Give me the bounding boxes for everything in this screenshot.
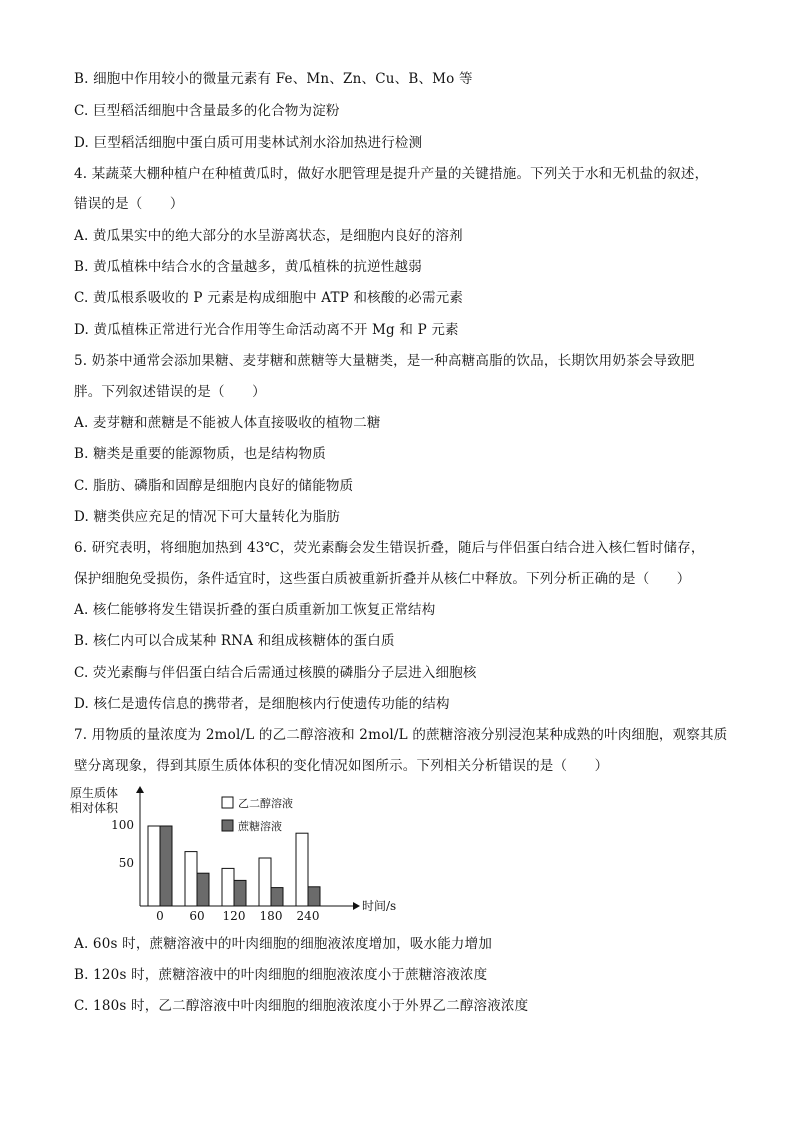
x-axis-arrow [353, 902, 360, 910]
text-line: C. 荧光素酶与伴侣蛋白结合后需通过核膜的磷脂分子层进入细胞核 [74, 665, 477, 681]
bar-sucrose-0 [160, 826, 172, 906]
text-line: B. 细胞中作用较小的微量元素有 Fe、Mn、Zn、Cu、B、Mo 等 [74, 71, 473, 87]
y-tick-label: 50 [118, 856, 134, 870]
protoplast-volume-chart [66, 784, 397, 924]
y-tick-label: 100 [111, 818, 134, 832]
bar-sucrose-60 [197, 873, 209, 906]
bar-ethylene-glycol-180 [259, 858, 271, 906]
text-line: A. 核仁能够将发生错误折叠的蛋白质重新加工恢复正常结构 [74, 602, 436, 618]
text-line: 7. 用物质的量浓度为 2mol/L 的乙二醇溶液和 2mol/L 的蔗糖溶液分别浸泡某种成熟的叶肉细胞，观察其质 [74, 727, 728, 743]
text-line: 6. 研究表明，将细胞加热到 43℃，荧光素酶会发生错误折叠，随后与伴侣蛋白结合进入核仁暂时储存， [74, 540, 705, 556]
text-line: 错误的是（ ） [74, 196, 184, 212]
y-axis-label: 相对体积 [70, 801, 119, 815]
bar-ethylene-glycol-120 [222, 868, 234, 906]
text-line: C. 脂肪、磷脂和固醇是细胞内良好的储能物质 [74, 478, 354, 494]
text-line: 4. 某蔬菜大棚种植户在种植黄瓜时，做好水肥管理是提升产量的关键措施。下列关于水和无机盐的叙述， [74, 166, 709, 182]
bar-ethylene-glycol-60 [185, 852, 197, 906]
legend-swatch-sucrose [222, 820, 233, 831]
text-line: D. 黄瓜植株正常进行光合作用等生命活动离不开 Mg 和 P 元素 [74, 322, 459, 338]
text-line: D. 巨型稻活细胞中蛋白质可用斐林试剂水浴加热进行检测 [74, 135, 423, 151]
legend-label: 乙二醇溶液 [238, 797, 293, 810]
x-tick-label: 0 [156, 909, 164, 923]
text-line: D. 糖类供应充足的情况下可大量转化为脂肪 [74, 509, 341, 525]
x-tick-label: 120 [222, 909, 246, 923]
text-line: B. 糖类是重要的能源物质，也是结构物质 [74, 446, 327, 462]
x-axis-label: 时间/s [362, 899, 397, 913]
text-line: C. 180s 时，乙二醇溶液中叶肉细胞的细胞液浓度小于外界乙二醇溶液浓度 [74, 998, 529, 1014]
x-tick-label: 240 [296, 909, 320, 923]
text-line: C. 黄瓜根系吸收的 P 元素是构成细胞中 ATP 和核酸的必需元素 [74, 290, 464, 306]
text-line: A. 60s 时，蔗糖溶液中的叶肉细胞的细胞液浓度增加，吸水能力增加 [74, 936, 493, 952]
bar-sucrose-180 [271, 888, 283, 906]
x-tick-label: 60 [189, 909, 205, 923]
bar-ethylene-glycol-240 [296, 833, 308, 906]
text-line: 胖。下列叙述错误的是（ ） [74, 384, 266, 400]
text-line: B. 核仁内可以合成某种 RNA 和组成核糖体的蛋白质 [74, 633, 395, 649]
bar-sucrose-240 [308, 887, 320, 906]
text-line: C. 巨型稻活细胞中含量最多的化合物为淀粉 [74, 103, 340, 119]
y-axis-label: 原生质体 [70, 786, 119, 800]
bar-sucrose-120 [234, 880, 246, 906]
legend-swatch-ethylene-glycol [222, 797, 233, 808]
text-line: 壁分离现象，得到其原生质体体积的变化情况如图所示。下列相关分析错误的是（ ） [74, 758, 609, 774]
text-line: D. 核仁是遗传信息的携带者，是细胞核内行使遗传功能的结构 [74, 696, 450, 712]
y-axis-arrow [136, 786, 144, 793]
text-line: 保护细胞免受损伤，条件适宜时，这些蛋白质被重新折叠并从核仁中释放。下列分析正确的是（ ） [74, 571, 691, 587]
text-line: 5. 奶茶中通常会添加果糖、麦芽糖和蔗糖等大量糖类，是一种高糖高脂的饮品，长期饮用奶茶会导致肥 [74, 353, 695, 369]
text-line: B. 黄瓜植株中结合水的含量越多，黄瓜植株的抗逆性越弱 [74, 259, 422, 275]
text-line: A. 麦芽糖和蔗糖是不能被人体直接吸收的植物二糖 [74, 415, 381, 431]
bar-ethylene-glycol-0 [148, 826, 160, 906]
legend-label: 蔗糖溶液 [238, 820, 282, 833]
x-tick-label: 180 [259, 909, 283, 923]
text-line: A. 黄瓜果实中的绝大部分的水呈游离状态，是细胞内良好的溶剂 [74, 228, 463, 244]
text-line: B. 120s 时，蔗糖溶液中的叶肉细胞的细胞液浓度小于蔗糖溶液浓度 [74, 967, 488, 983]
